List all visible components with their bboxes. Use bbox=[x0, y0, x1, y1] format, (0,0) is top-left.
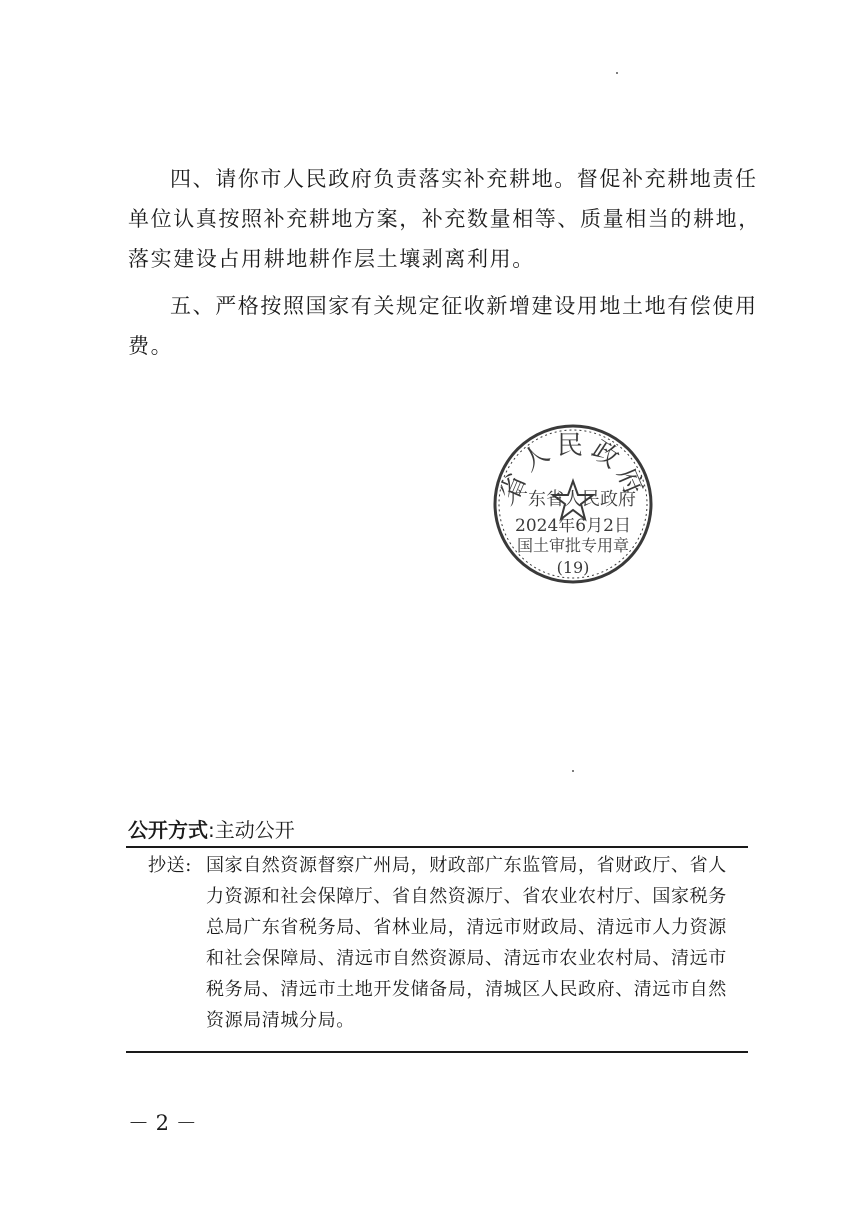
scan-speck bbox=[572, 770, 574, 772]
paragraph-line: 单位认真按照补充耕地方案，补充数量相等、质量相当的耕地， bbox=[128, 207, 761, 231]
paragraph-line: 四、请你市人民政府负责落实补充耕地。督促补充耕地责任 bbox=[170, 167, 758, 191]
seal-outer-text: 省人民政府 bbox=[494, 431, 652, 505]
cc-recipients bbox=[206, 850, 727, 1036]
seal-org-text: 广东省人民政府 bbox=[510, 489, 636, 510]
paragraph-line: 费。 bbox=[128, 334, 174, 358]
cc-line: 国家自然资源督察广州局，财政部广东监管局，省财政厅、省人 bbox=[206, 855, 727, 876]
official-seal bbox=[492, 423, 654, 585]
cc-line: 税务局、清远市土地开发储备局，清城区人民政府、清远市自然 bbox=[206, 979, 727, 1000]
seal-number-text: (19) bbox=[556, 558, 590, 577]
disclosure-value: 主动公开 bbox=[214, 818, 295, 842]
paragraph-line: 五、严格按照国家有关规定征收新增建设用地土地有偿使用 bbox=[170, 294, 758, 318]
seal-graphic bbox=[492, 423, 654, 585]
scan-speck bbox=[616, 72, 618, 74]
divider-top bbox=[126, 846, 748, 848]
disclosure-label: 公开方式 bbox=[128, 818, 208, 842]
cc-line: 总局广东省税务局、省林业局，清远市财政局、清远市人力资源 bbox=[206, 917, 727, 938]
paragraph-five bbox=[128, 286, 758, 366]
paragraph-four bbox=[128, 159, 761, 279]
disclosure-method bbox=[128, 814, 295, 843]
paragraph-line: 落实建设占用耕地耕作层土壤剥离利用。 bbox=[128, 247, 535, 271]
cc-label: 抄送: bbox=[148, 855, 192, 876]
cc-line: 和社会保障局、清远市自然资源局、清远市农业农村局、清远市 bbox=[206, 948, 727, 969]
divider-bottom bbox=[126, 1051, 748, 1053]
seal-purpose-text: 国土审批专用章 bbox=[516, 536, 630, 555]
cc-line: 力资源和社会保障厅、省自然资源厅、省农业农村厅、国家税务 bbox=[206, 886, 727, 907]
cc-line: 资源局清城分局。 bbox=[206, 1010, 355, 1031]
seal-date-text: 2024年6月2日 bbox=[515, 516, 631, 536]
page-number: － 2 － bbox=[128, 1111, 197, 1135]
disclosure-separator: : bbox=[208, 818, 215, 842]
